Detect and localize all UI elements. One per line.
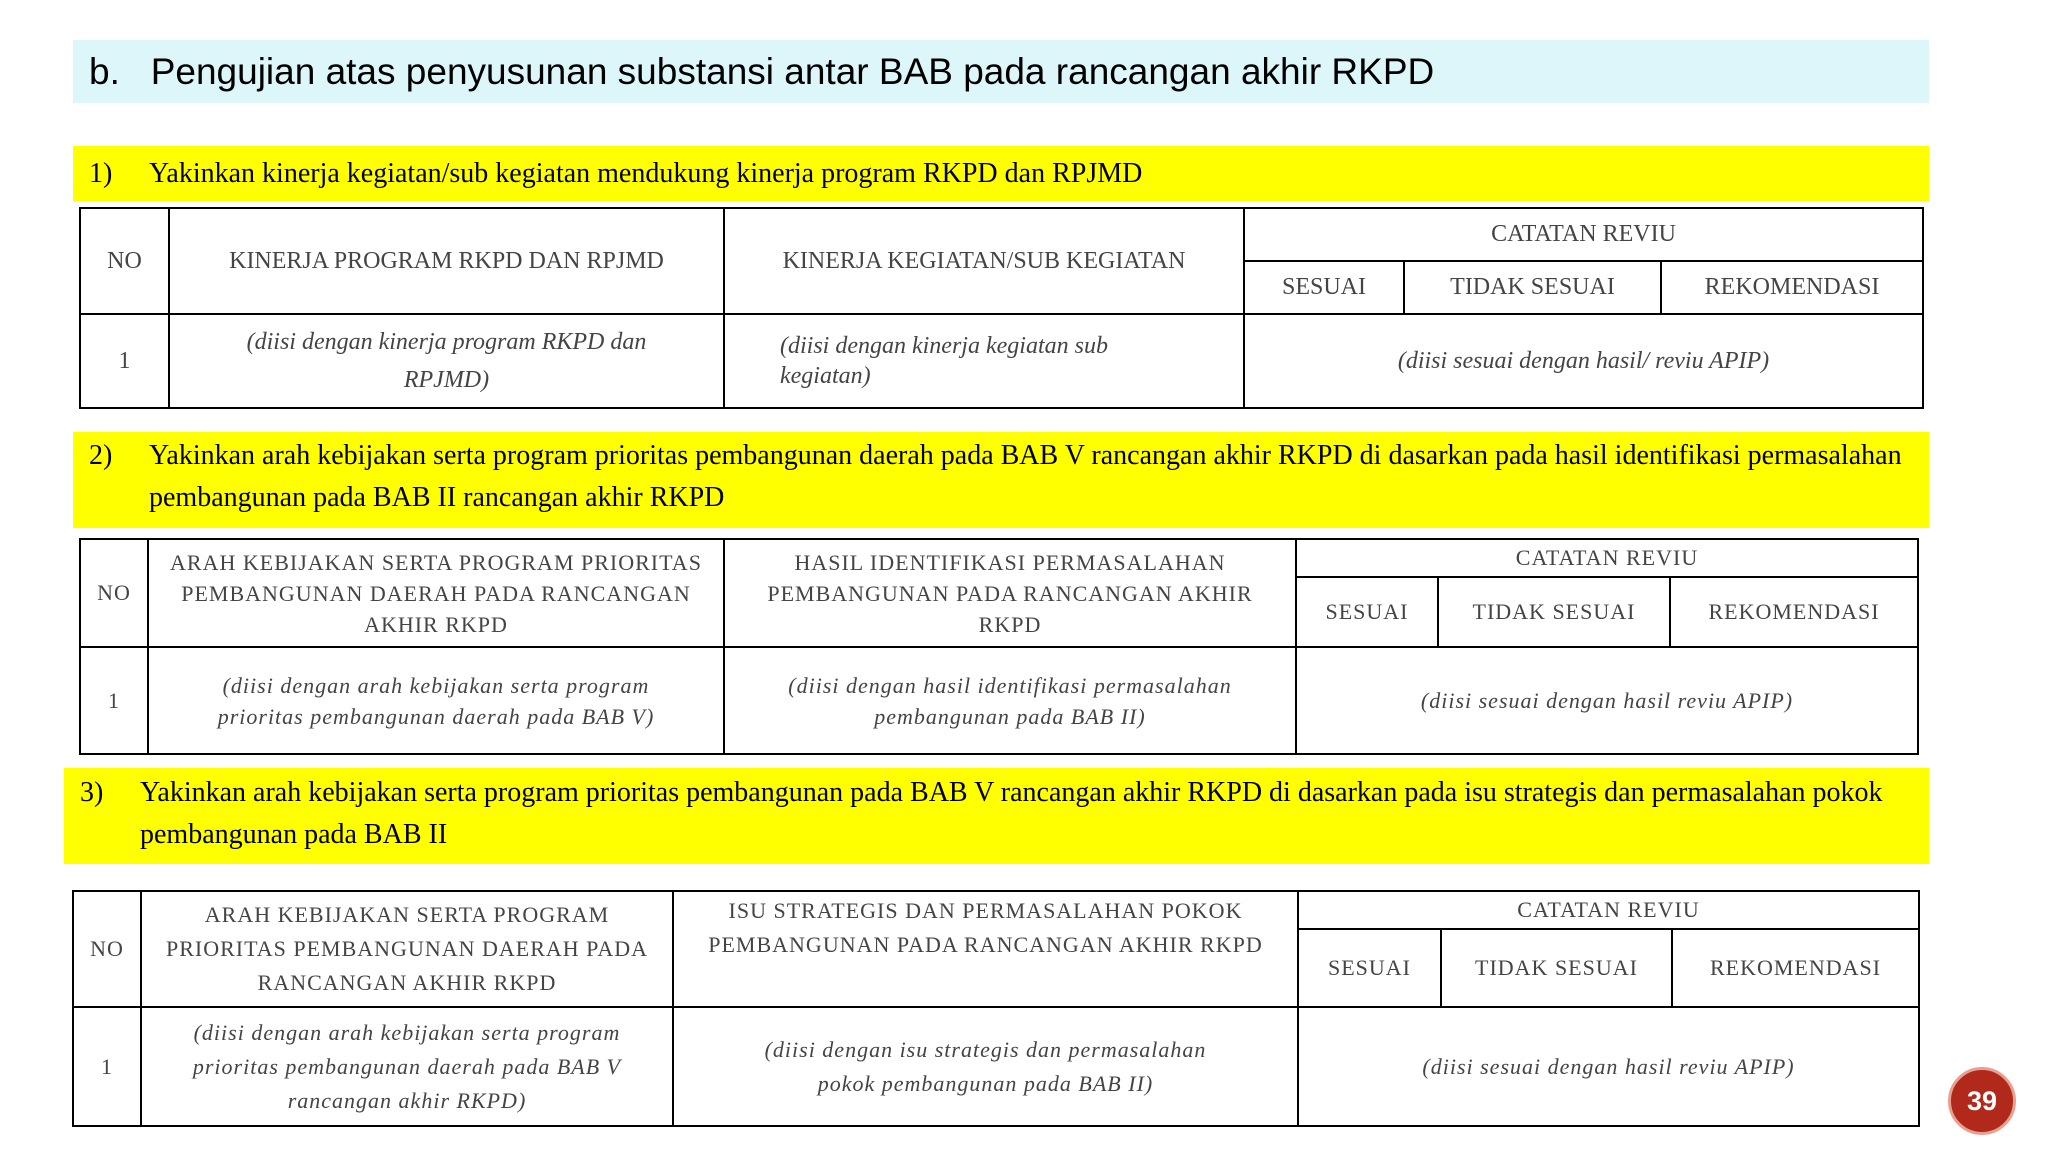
- table-3-header-tidak-sesuai: TIDAK SESUAI: [1441, 929, 1672, 1007]
- page-number-badge: 39: [1948, 1067, 2016, 1135]
- review-table-2: [79, 538, 1919, 755]
- section-3-banner: [64, 768, 1929, 864]
- section-2-number: 2): [89, 440, 113, 471]
- section-2-text: Yakinkan arah kebijakan serta program prioritas pembangunan daerah pada BAB V rancangan akhir RKPD di dasarkan pada hasil identifikasi permasalahan pembangunan pada BAB II rancangan akhir RKPD: [149, 440, 1902, 513]
- title-prefix: b.: [89, 51, 120, 92]
- table-1-header-col-b: KINERJA KEGIATAN/SUB KEGIATAN: [724, 208, 1244, 314]
- section-2-banner: [73, 432, 1929, 528]
- table-1-header-col-a: KINERJA PROGRAM RKPD DAN RPJMD: [169, 208, 724, 314]
- table-2-header-tidak-sesuai: TIDAK SESUAI: [1438, 577, 1670, 647]
- table-1-header-sesuai: SESUAI: [1244, 261, 1404, 314]
- table-2-row-catatan: (diisi sesuai dengan hasil reviu APIP): [1296, 647, 1918, 754]
- section-1-text: Yakinkan kinerja kegiatan/sub kegiatan mendukung kinerja program RKPD dan RPJMD: [149, 158, 1143, 189]
- section-3-text: Yakinkan arah kebijakan serta program prioritas pembangunan pada BAB V rancangan akhir RKPD di dasarkan pada isu strategis dan permasalahan pokok pembangunan pada BAB II: [140, 777, 1883, 850]
- title-text: Pengujian atas penyusunan substansi antar BAB pada rancangan akhir RKPD: [150, 51, 1435, 92]
- table-3-header-rekomendasi: REKOMENDASI: [1672, 929, 1919, 1007]
- table-2-header-catatan: CATATAN REVIU: [1296, 539, 1918, 577]
- table-3-header-sesuai: SESUAI: [1298, 929, 1441, 1007]
- table-3-header-catatan: CATATAN REVIU: [1298, 891, 1919, 929]
- table-2-header-rekomendasi: REKOMENDASI: [1670, 577, 1918, 647]
- table-3-row-col-b: (diisi dengan isu strategis dan permasalahan pokok pembangunan pada BAB II): [673, 1007, 1298, 1126]
- section-1-number: 1): [89, 158, 113, 189]
- table-1-row-catatan: (diisi sesuai dengan hasil/ reviu APIP): [1244, 314, 1923, 408]
- slide-title: [89, 40, 1434, 104]
- table-2-header-col-b: HASIL IDENTIFIKASI PERMASALAHAN PEMBANGUNAN PADA RANCANGAN AKHIR RKPD: [724, 539, 1296, 647]
- table-3-row-catatan: (diisi sesuai dengan hasil reviu APIP): [1298, 1007, 1919, 1126]
- table-1-header-no: NO: [80, 208, 169, 314]
- section-3-number: 3): [80, 777, 104, 808]
- table-2-row-col-b: (diisi dengan hasil identifikasi permasalahan pembangunan pada BAB II): [724, 647, 1296, 754]
- table-3-row-no: 1: [73, 1007, 141, 1126]
- review-table-3: [72, 890, 1920, 1127]
- table-3-row-col-a: (diisi dengan arah kebijakan serta program prioritas pembangunan daerah pada BAB V rancangan akhir RKPD): [141, 1007, 673, 1126]
- table-3-header-col-a: ARAH KEBIJAKAN SERTA PROGRAM PRIORITAS PEMBANGUNAN DAERAH PADA RANCANGAN AKHIR RKPD: [141, 891, 673, 1007]
- table-2-row-col-a: (diisi dengan arah kebijakan serta program prioritas pembangunan daerah pada BAB V): [148, 647, 724, 754]
- table-2-header-no: NO: [80, 539, 148, 647]
- table-1-row-col-a: (diisi dengan kinerja program RKPD dan RPJMD): [169, 314, 724, 408]
- table-2-header-col-a: ARAH KEBIJAKAN SERTA PROGRAM PRIORITAS PEMBANGUNAN DAERAH PADA RANCANGAN AKHIR RKPD: [148, 539, 724, 647]
- review-table-1: [79, 207, 1924, 409]
- table-3-header-no: NO: [73, 891, 141, 1007]
- table-1-row-no: 1: [80, 314, 169, 408]
- table-3-header-col-b: ISU STRATEGIS DAN PERMASALAHAN POKOK PEMBANGUNAN PADA RANCANGAN AKHIR RKPD: [673, 891, 1298, 1007]
- table-1-header-tidak-sesuai: TIDAK SESUAI: [1404, 261, 1661, 314]
- table-1-row-col-b: (diisi dengan kinerja kegiatan sub kegiatan): [724, 314, 1244, 408]
- table-2-header-sesuai: SESUAI: [1296, 577, 1438, 647]
- slide-title-bar: [73, 40, 1929, 103]
- table-2-row-no: 1: [80, 647, 148, 754]
- table-1-header-catatan: CATATAN REVIU: [1244, 208, 1923, 261]
- section-1-banner: [73, 146, 1929, 201]
- table-1-header-rekomendasi: REKOMENDASI: [1661, 261, 1923, 314]
